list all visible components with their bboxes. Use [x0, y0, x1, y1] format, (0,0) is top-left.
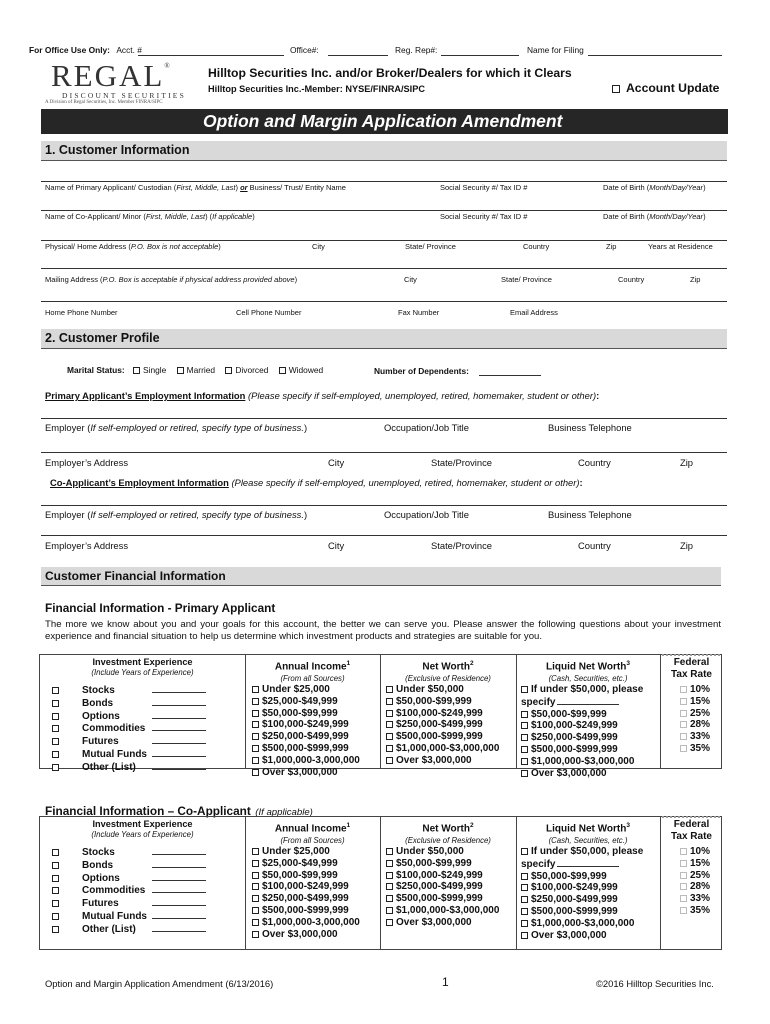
income-option[interactable]: Under $25,000	[252, 684, 360, 696]
married-checkbox[interactable]	[177, 367, 184, 374]
section-2-title: 2. Customer Profile	[45, 331, 160, 345]
liquid-option[interactable]: $100,000-$249,999	[521, 882, 643, 894]
networth-header: Net Worth$^2$	[422, 660, 474, 673]
tax-list	[680, 684, 710, 755]
income-option[interactable]: $500,000-$999,999	[252, 743, 360, 755]
co-emp-city-label: City	[328, 540, 345, 551]
tax-option[interactable]: 10%	[680, 684, 710, 696]
co-income-subheader: (From all Sources)	[280, 836, 345, 845]
logo-reg: ®	[164, 62, 172, 70]
inv-item[interactable]: Bonds	[52, 697, 206, 710]
filing-field[interactable]	[588, 55, 722, 56]
tax-hatch	[662, 654, 720, 656]
co-inv-list	[52, 846, 206, 936]
home-address-field[interactable]	[41, 240, 727, 241]
primary-emp-state-label: State/Province	[431, 457, 492, 468]
tax-option[interactable]: 25%	[680, 870, 710, 882]
income-option[interactable]: $250,000-$499,999	[252, 893, 360, 905]
networth-option[interactable]: Under $50,000	[386, 846, 499, 858]
co-financial-title: Financial Information – Co-Applicant (If applicable)	[45, 804, 313, 818]
regal-logo	[41, 58, 191, 108]
acct-label: Acct. #	[116, 45, 142, 55]
section-1-title: 1. Customer Information	[45, 143, 190, 157]
liquid-option[interactable]: $50,000-$99,999	[521, 709, 643, 721]
liquid-option[interactable]: $1,000,000-$3,000,000	[521, 756, 643, 768]
co-emp-state-label: State/Province	[431, 540, 492, 551]
page-number: 1	[442, 975, 449, 989]
co-inv-subheader: (Include Years of Experience)	[91, 830, 194, 839]
liquid-option[interactable]: Over $3,000,000	[521, 768, 643, 780]
office-use-label: For Office Use Only:	[29, 45, 110, 55]
networth-option[interactable]: $50,000-$99,999	[386, 858, 499, 870]
inv-item[interactable]: Commodities	[52, 722, 206, 735]
income-subheader: (From all Sources)	[280, 674, 345, 683]
inv-item[interactable]: Futures	[52, 735, 206, 748]
filing-label: Name for Filing	[527, 45, 584, 55]
primary-ssn-label: Social Security #/ Tax ID #	[440, 183, 528, 192]
income-option[interactable]: $100,000-$249,999	[252, 881, 360, 893]
account-update-label: Account Update	[626, 81, 720, 95]
inv-item[interactable]: Bonds	[52, 859, 206, 872]
primary-employer-label: Employer (If self-employed or retired, specify type of business.)	[45, 422, 308, 433]
co-financial-table	[39, 816, 722, 950]
networth-option[interactable]: $250,000-$499,999	[386, 881, 499, 893]
liquid-option[interactable]: $250,000-$499,999	[521, 732, 643, 744]
co-emp-country-label: Country	[578, 540, 611, 551]
office-num-field[interactable]	[328, 55, 388, 56]
liquid-subheader: (Cash, Securities, etc.)	[548, 674, 628, 683]
fax-label: Fax Number	[398, 308, 440, 317]
rep-label: Reg. Rep#:	[395, 45, 438, 55]
marital-status-row	[67, 365, 323, 375]
networth-option[interactable]: $50,000-$99,999	[386, 696, 499, 708]
primary-emp-address-label: Employer’s Address	[45, 457, 129, 468]
account-update-option[interactable]	[612, 81, 719, 95]
logo-sub: DISCOUNT SECURITIES	[62, 91, 186, 100]
logo-name: REGAL	[51, 58, 165, 93]
networth-option[interactable]: $500,000-$999,999	[386, 893, 499, 905]
co-networth-subheader: (Exclusive of Residence)	[405, 836, 491, 845]
tax-option[interactable]: 15%	[680, 858, 710, 870]
networth-option[interactable]: $1,000,000-$3,000,000	[386, 743, 499, 755]
co-liquid-list	[521, 846, 643, 941]
cell-phone-label: Cell Phone Number	[236, 308, 302, 317]
coapplicant-ssn-label: Social Security #/ Tax ID #	[440, 212, 528, 221]
liquid-option[interactable]: $250,000-$499,999	[521, 894, 643, 906]
section-2-header	[41, 329, 727, 349]
primary-financial-table	[39, 654, 722, 779]
mailing-state-label: State/ Province	[501, 275, 552, 284]
tax-option[interactable]: 28%	[680, 719, 710, 731]
office-num-label: Office#:	[290, 45, 319, 55]
tax-option[interactable]: 33%	[680, 893, 710, 905]
years-residence-label: Years at Residence	[648, 242, 713, 251]
income-option[interactable]: Over $3,000,000	[252, 767, 360, 779]
marital-label: Marital Status:	[67, 365, 125, 375]
form-title-band	[41, 109, 728, 134]
inv-item[interactable]: Options	[52, 710, 206, 723]
primary-employment-heading: Primary Applicant’s Employment Information (Please specify if self-employed, unemployed, retired, homemaker, student or other):	[45, 390, 600, 401]
divorced-option[interactable]: Divorced	[225, 365, 268, 375]
inv-item[interactable]: Stocks	[52, 846, 206, 859]
tax-option[interactable]: 35%	[680, 905, 710, 917]
home-city-label: City	[312, 242, 325, 251]
networth-list	[386, 684, 499, 767]
co-tax-header-2: Tax Rate	[671, 831, 712, 842]
inv-item[interactable]: Stocks	[52, 684, 206, 697]
co-liquid-header: Liquid Net Worth$^3$	[546, 822, 630, 835]
primary-employer-field[interactable]	[41, 418, 727, 419]
coapplicant-name-field[interactable]	[41, 210, 727, 211]
income-option[interactable]: Over $3,000,000	[252, 929, 360, 941]
primary-name-field[interactable]	[41, 181, 727, 182]
tax-header-1: Federal	[673, 657, 710, 668]
form-title: Option and Margin Application Amendment	[203, 111, 563, 131]
member-line: Hilltop Securities Inc.-Member: NYSE/FINRA/SIPC	[208, 84, 425, 94]
inv-subheader: (Include Years of Experience)	[91, 668, 194, 677]
liquid-option[interactable]: If under $50,000, please	[521, 846, 643, 858]
liquid-option[interactable]: $1,000,000-$3,000,000	[521, 918, 643, 930]
home-phone-label: Home Phone Number	[45, 308, 118, 317]
dependents-label: Number of Dependents:	[374, 366, 469, 376]
income-list	[252, 684, 360, 778]
income-option[interactable]: $25,000-$49,999	[252, 696, 360, 708]
home-zip-label: Zip	[606, 242, 617, 251]
income-option[interactable]: $250,000-$499,999	[252, 731, 360, 743]
co-tax-list	[680, 846, 710, 917]
widowed-checkbox[interactable]	[279, 367, 286, 374]
inv-item[interactable]: Other (List)	[52, 923, 206, 936]
coapplicant-name-label: Name of Co-Applicant/ Minor (First, Middle, Last) (If applicable)	[45, 212, 255, 221]
income-option[interactable]: $1,000,000-3,000,000	[252, 917, 360, 929]
tax-header-2: Tax Rate	[671, 669, 712, 680]
co-biz-phone-label: Business Telephone	[548, 509, 632, 520]
networth-option[interactable]: $100,000-$249,999	[386, 870, 499, 882]
income-header: Annual Income$^1$	[274, 660, 351, 673]
primary-emp-zip-label: Zip	[680, 457, 694, 468]
primary-dob-label: Date of Birth (Month/Day/Year)	[603, 183, 706, 192]
home-state-label: State/ Province	[405, 242, 456, 251]
office-use-row	[29, 45, 142, 55]
tax-option[interactable]: 35%	[680, 743, 710, 755]
liquid-option[interactable]: Over $3,000,000	[521, 930, 643, 942]
phone-row-field[interactable]	[41, 301, 727, 302]
income-option[interactable]: Under $25,000	[252, 846, 360, 858]
inv-header: Investment Experience	[92, 657, 193, 667]
financial-section-title: Customer Financial Information	[45, 569, 226, 583]
mailing-city-label: City	[404, 275, 417, 284]
tax-option[interactable]: 33%	[680, 731, 710, 743]
networth-option[interactable]: $500,000-$999,999	[386, 731, 499, 743]
primary-emp-city-label: City	[328, 457, 345, 468]
mailing-country-label: Country	[618, 275, 645, 284]
inv-item[interactable]: Mutual Funds	[52, 748, 206, 761]
account-update-checkbox[interactable]	[612, 85, 620, 93]
primary-biz-phone-label: Business Telephone	[548, 422, 632, 433]
networth-option[interactable]: Over $3,000,000	[386, 755, 499, 767]
mailing-address-label: Mailing Address (P.O. Box is acceptable if physical address provided above)	[45, 275, 298, 284]
income-option[interactable]: $500,000-$999,999	[252, 905, 360, 917]
widowed-option[interactable]: Widowed	[279, 365, 323, 375]
single-checkbox[interactable]	[133, 367, 140, 374]
networth-subheader: (Exclusive of Residence)	[405, 674, 491, 683]
co-tax-header-1: Federal	[673, 819, 710, 830]
liquid-option[interactable]: $500,000-$999,999	[521, 906, 643, 918]
primary-financial-title: Financial Information - Primary Applicant	[45, 601, 276, 615]
single-option[interactable]: Single	[133, 365, 166, 375]
primary-occupation-label: Occupation/Job Title	[384, 422, 469, 433]
liquid-specify[interactable]: specify	[521, 858, 643, 871]
acct-field[interactable]	[138, 55, 284, 56]
co-employer-label: Employer (If self-employed or retired, specify type of business.)	[45, 509, 308, 520]
clearing-title: Hilltop Securities Inc. and/or Broker/Dealers for which it Clears	[208, 66, 572, 80]
tax-option[interactable]: 15%	[680, 696, 710, 708]
co-emp-address-label: Employer’s Address	[45, 540, 129, 551]
co-emp-address-field[interactable]	[41, 535, 727, 536]
liquid-specify[interactable]: specify	[521, 696, 643, 709]
inv-list	[52, 684, 206, 774]
income-option[interactable]: $50,000-$99,999	[252, 870, 360, 882]
co-income-header: Annual Income$^1$	[274, 822, 351, 835]
inv-item[interactable]: Commodities	[52, 884, 206, 897]
tax-option[interactable]: 28%	[680, 881, 710, 893]
primary-name-label: Name of Primary Applicant/ Custodian (First, Middle, Last) or Business/ Trust/ Entity Name	[45, 183, 346, 192]
networth-option[interactable]: $250,000-$499,999	[386, 719, 499, 731]
primary-emp-country-label: Country	[578, 457, 611, 468]
home-country-label: Country	[523, 242, 550, 251]
liquid-header: Liquid Net Worth$^3$	[546, 660, 630, 673]
networth-option[interactable]: Over $3,000,000	[386, 917, 499, 929]
co-employment-heading: Co-Applicant’s Employment Information (Please specify if self-employed, unemployed, retired, homemaker, student or other):	[50, 477, 583, 488]
networth-option[interactable]: $100,000-$249,999	[386, 708, 499, 720]
section-1-header	[41, 141, 727, 161]
mailing-address-field[interactable]	[41, 268, 727, 269]
liquid-list	[521, 684, 643, 779]
divorced-checkbox[interactable]	[225, 367, 232, 374]
co-emp-zip-label: Zip	[680, 540, 694, 551]
logo-tiny: A Division of Regal Securities, Inc. Member FINRA/SIPC	[45, 100, 163, 105]
co-inv-header: Investment Experience	[92, 819, 193, 829]
tax-option[interactable]: 10%	[680, 846, 710, 858]
inv-item[interactable]: Other (List)	[52, 761, 206, 774]
income-option[interactable]: $25,000-$49,999	[252, 858, 360, 870]
inv-item[interactable]: Options	[52, 872, 206, 885]
email-label: Email Address	[510, 308, 558, 317]
income-option[interactable]: $100,000-$249,999	[252, 719, 360, 731]
liquid-option[interactable]: $500,000-$999,999	[521, 744, 643, 756]
liquid-option[interactable]: $100,000-$249,999	[521, 720, 643, 732]
co-employer-field[interactable]	[41, 505, 727, 506]
financial-section-header	[41, 567, 721, 586]
inv-item[interactable]: Futures	[52, 897, 206, 910]
networth-option[interactable]: $1,000,000-$3,000,000	[386, 905, 499, 917]
tax-option[interactable]: 25%	[680, 708, 710, 720]
home-address-label: Physical/ Home Address (P.O. Box is not acceptable)	[45, 242, 221, 251]
primary-emp-address-field[interactable]	[41, 452, 727, 453]
co-income-list	[252, 846, 360, 940]
co-networth-header: Net Worth$^2$	[422, 822, 474, 835]
liquid-option[interactable]: $50,000-$99,999	[521, 871, 643, 883]
income-option[interactable]: $1,000,000-3,000,000	[252, 755, 360, 767]
networth-option[interactable]: Under $50,000	[386, 684, 499, 696]
footer-form-name: Option and Margin Application Amendment (6/13/2016)	[45, 978, 274, 989]
married-option[interactable]: Married	[177, 365, 215, 375]
footer-copyright: ©2016 Hilltop Securities Inc.	[596, 978, 714, 989]
inv-item[interactable]: Mutual Funds	[52, 910, 206, 923]
co-networth-list	[386, 846, 499, 929]
rep-field[interactable]	[441, 55, 519, 56]
mailing-zip-label: Zip	[690, 275, 701, 284]
dependents-field[interactable]	[479, 375, 541, 376]
income-option[interactable]: $50,000-$99,999	[252, 708, 360, 720]
liquid-option[interactable]: If under $50,000, please	[521, 684, 643, 696]
coapplicant-dob-label: Date of Birth (Month/Day/Year)	[603, 212, 706, 221]
financial-intro-paragraph: The more we know about you and your goals for this account, the better we can serve you. Please answer the following questions about your investment experience and financial situation to help us determine which investment products and strategies are suitable for you.	[45, 619, 721, 642]
co-liquid-subheader: (Cash, Securities, etc.)	[548, 836, 628, 845]
co-occupation-label: Occupation/Job Title	[384, 509, 469, 520]
tax-hatch	[662, 816, 720, 818]
